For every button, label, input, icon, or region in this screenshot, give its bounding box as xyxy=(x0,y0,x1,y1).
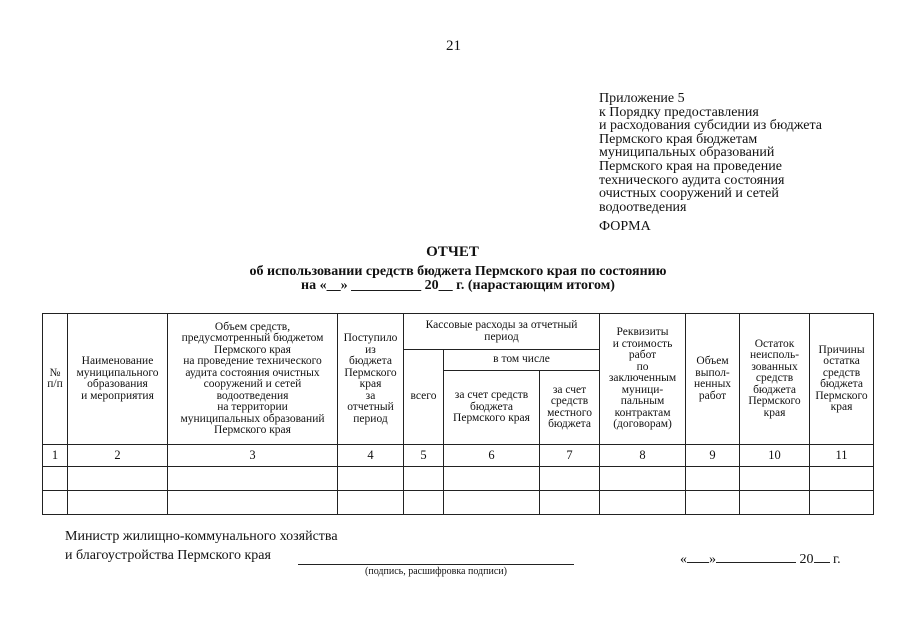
column-number: 11 xyxy=(810,445,874,467)
text-line: водоотведения xyxy=(216,389,289,402)
header-regional-budget xyxy=(444,371,540,445)
table-cell[interactable] xyxy=(444,467,540,491)
text-line: средств xyxy=(822,366,861,379)
table-cell[interactable] xyxy=(404,491,444,515)
text-line: работ xyxy=(698,389,727,402)
header-local-budget xyxy=(540,371,600,445)
date-close-quote: » xyxy=(709,552,716,567)
table-cell[interactable] xyxy=(540,467,600,491)
text-line: за xyxy=(365,389,376,402)
table-row xyxy=(43,467,874,491)
header-municipality xyxy=(68,314,168,445)
text-line: бюджета xyxy=(470,400,513,413)
document-subtitle xyxy=(232,265,684,292)
text-line: период xyxy=(484,330,519,343)
subtitle-line-2: на «__» __________ 20__ г. (нарастающим итогом) xyxy=(301,277,615,293)
text-line: зованных xyxy=(751,360,798,373)
text-line: муниципальных образований xyxy=(180,412,325,425)
date-day-blank[interactable] xyxy=(687,548,709,563)
text-line: выпол- xyxy=(695,366,730,379)
table-cell[interactable] xyxy=(810,491,874,515)
header-cash-expenses xyxy=(404,314,600,350)
text-line: Реквизиты xyxy=(616,326,669,339)
text-line: из xyxy=(365,343,376,356)
text-line: неисполь- xyxy=(749,349,800,362)
table-cell[interactable] xyxy=(168,491,338,515)
text-line: и стоимость xyxy=(612,337,673,350)
table-cell[interactable] xyxy=(43,491,68,515)
text-line: (договорам) xyxy=(613,418,672,431)
text-line: края xyxy=(359,378,382,390)
table-cell[interactable] xyxy=(740,491,810,515)
text-line: Причины xyxy=(818,343,865,356)
text-line: местного xyxy=(547,406,592,419)
page-number: 21 xyxy=(446,38,461,54)
text-line: Пермского xyxy=(344,366,397,379)
date-field[interactable] xyxy=(680,548,841,568)
table-cell[interactable] xyxy=(540,491,600,515)
column-number: 5 xyxy=(404,445,444,467)
text-line: к Порядку предоставления xyxy=(599,104,759,120)
text-line: на проведение технического xyxy=(183,355,322,367)
text-line: за счет средств xyxy=(454,389,529,402)
text-line: работ xyxy=(628,349,657,362)
table-cell[interactable] xyxy=(686,491,740,515)
header-remaining-funds xyxy=(740,314,810,445)
date-year-suffix: г. xyxy=(833,552,841,567)
text-line: Пермского xyxy=(815,389,868,402)
text-line: и мероприятия xyxy=(81,389,154,402)
text-line: водоотведения xyxy=(599,199,687,215)
text-line: муниципальных образований xyxy=(599,145,775,161)
header-work-volume xyxy=(686,314,740,445)
text-line: технического аудита состояния xyxy=(599,172,785,188)
header-contracts xyxy=(600,314,686,445)
text-line: Поступило xyxy=(343,332,398,344)
header-total: всего xyxy=(404,350,444,445)
text-line: бюджета xyxy=(548,418,591,430)
form-label: ФОРМА xyxy=(599,219,651,234)
text-line: контрактам xyxy=(614,406,671,419)
text-line: очистных сооружений и сетей xyxy=(599,186,779,202)
text-line: № xyxy=(49,366,61,379)
text-line: аудита состояния очистных xyxy=(185,366,320,379)
text-line: предусмотренный бюджетом xyxy=(181,332,324,344)
text-line: за счет xyxy=(552,383,587,396)
text-line: бюджета xyxy=(349,355,392,367)
table-cell[interactable] xyxy=(168,467,338,491)
text-line: период xyxy=(353,412,388,425)
text-line: средств xyxy=(550,395,589,407)
subtitle-line-1: об использовании средств бюджета Пермского края по состоянию xyxy=(249,264,667,279)
date-year-prefix: 20 xyxy=(799,552,814,567)
header-received xyxy=(338,314,404,445)
column-number-row xyxy=(43,445,874,467)
text-line: Пермского края xyxy=(214,424,291,436)
report-table xyxy=(42,313,874,515)
column-number: 8 xyxy=(600,445,686,467)
column-number: 6 xyxy=(444,445,540,467)
text-line: Пермского xyxy=(748,395,801,408)
table-cell[interactable] xyxy=(686,467,740,491)
column-number: 9 xyxy=(686,445,740,467)
text-line: Кассовые расходы за отчетный xyxy=(425,319,578,331)
text-line: муниципального xyxy=(76,366,159,379)
signatory-position-line-2: и благоустройства Пермского края xyxy=(65,548,271,563)
text-line: остатка xyxy=(823,355,860,367)
text-line: средств xyxy=(755,372,794,385)
column-number: 3 xyxy=(168,445,338,467)
text-line: на территории xyxy=(217,401,288,413)
column-number: 7 xyxy=(540,445,600,467)
signature-caption: (подпись, расшифровка подписи) xyxy=(365,566,507,577)
table-cell[interactable] xyxy=(43,467,68,491)
text-line: и расходования субсидии из бюджета xyxy=(599,118,822,134)
date-month-blank[interactable] xyxy=(716,548,796,563)
document-title: ОТЧЕТ xyxy=(426,244,479,260)
text-line: образования xyxy=(87,378,148,390)
table-cell[interactable] xyxy=(68,467,168,491)
text-line: бюджета xyxy=(753,383,796,396)
text-line: сооружений и сетей xyxy=(203,378,302,390)
table-cell[interactable] xyxy=(600,491,686,515)
text-line: Наименование xyxy=(81,355,154,367)
text-line: отчетный xyxy=(347,401,394,413)
text-line: муници- xyxy=(621,383,664,396)
text-line: Объем xyxy=(696,355,729,367)
table-cell[interactable] xyxy=(338,467,404,491)
text-line: Пермского края на проведение xyxy=(599,158,782,174)
appendix-reference xyxy=(599,92,822,214)
column-number: 10 xyxy=(740,445,810,467)
column-number: 1 xyxy=(43,445,68,467)
text-line: Пермского края xyxy=(453,412,530,425)
header-remaining-reasons xyxy=(810,314,874,445)
text-line: по xyxy=(636,360,649,373)
date-year-blank[interactable] xyxy=(814,548,830,563)
table-cell[interactable] xyxy=(338,491,404,515)
text-line: ненных xyxy=(694,378,732,390)
table-cell[interactable] xyxy=(600,467,686,491)
text-line: заключенным xyxy=(608,372,677,385)
table-cell[interactable] xyxy=(68,491,168,515)
text-line: Пермского края xyxy=(214,343,291,356)
date-open-quote: « xyxy=(680,552,687,567)
column-number: 4 xyxy=(338,445,404,467)
table-cell[interactable] xyxy=(404,467,444,491)
text-line: пальным xyxy=(620,395,665,408)
table-cell[interactable] xyxy=(810,467,874,491)
header-number xyxy=(43,314,68,445)
text-line: бюджета xyxy=(820,378,863,390)
text-line: Приложение 5 xyxy=(599,91,685,106)
header-planned-amount xyxy=(168,314,338,445)
text-line: края xyxy=(763,406,786,419)
table-row xyxy=(43,491,874,515)
signatory-position-line-1: Министр жилищно-коммунального хозяйства xyxy=(65,529,338,544)
text-line: Пермского края бюджетам xyxy=(599,131,758,147)
text-line: п/п xyxy=(47,378,63,390)
signature-field[interactable] xyxy=(298,564,574,565)
table-cell[interactable] xyxy=(740,467,810,491)
column-number: 2 xyxy=(68,445,168,467)
text-line: Объем средств, xyxy=(214,320,291,333)
text-line: Остаток xyxy=(754,337,795,350)
table-cell[interactable] xyxy=(444,491,540,515)
text-line: края xyxy=(830,401,853,413)
header-including: в том числе xyxy=(444,350,600,371)
